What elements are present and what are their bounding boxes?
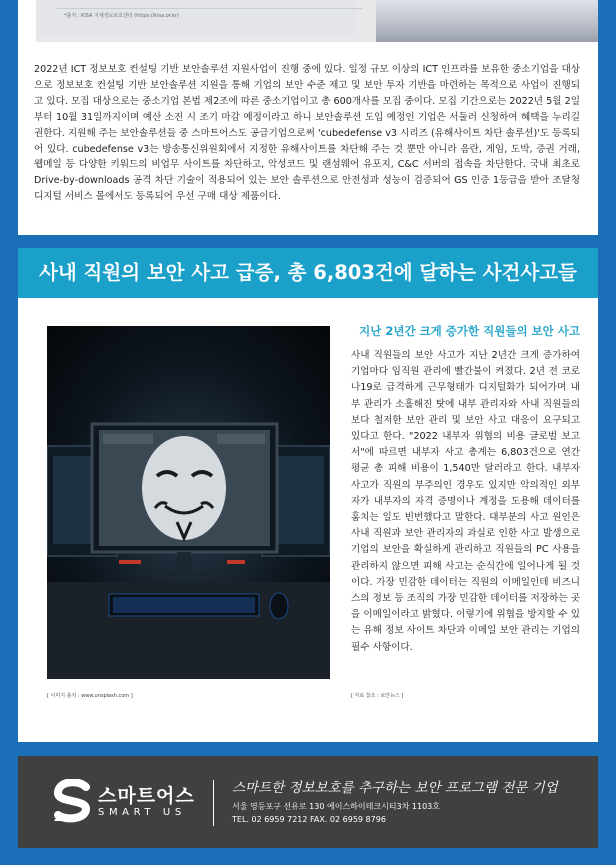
company-address: 서울 영등포구 선유로 130 에이스하이테크시티3차 1103호	[232, 802, 440, 811]
logo-english-text: SMART US	[98, 807, 186, 818]
article-body: 사내 직원들의 보안 사고가 지난 2년간 크게 증가하여 기업마다 임직원 관리에 빨간불이 켜졌다. 2년 전 코로나19로 급격하게 근무형태가 디지털화가 되어가며 내부 관리가 소홀해진 탓에 내부 관리자와 사내 직원들의 보다 철저한 보안 관리 및 보안 사고 대응이 요구되고 있다고 한다. "2022 내부자 위협의 비용 글로벌 보고서"에 따르면 내부자 사고 총계는 6,803건으로 연간 평균 총 피해 비용이 1,540만 달러라고 한다. 내부자 사고가 직원의 부주의인 경우도 있지만 악의적인 외부자가 내부자의 자격 증명이나 계정을 도용해 데이터를 훔치는 일도 빈번했다고 말한다. 대부분의 사고 원인은 사내 직원과 보안 관리자의 과실로 인한 사고 발생으로 기업의 보안을 확실하게 관리하고 직원들의 PC 사용을 관리하지 않으면 피해 사고는 순식간에 일어나게 될 것이다. 가장 민감한 데이터는 직원의 이메일인데 비즈니스의 정보 등 조직의 가장 민감한 데이터를 저장하는 곳을 이메일이라고 밝혔다. 이렇기에 위협을 방지할 수 있는 유해 정보 사이트 차단과 이메일 보안 관리는 기업의 필수 사항이다.	[351, 350, 580, 653]
hacker-illustration	[47, 326, 330, 679]
section-title-band	[18, 248, 598, 298]
company-logo	[52, 779, 202, 827]
stats-table-fragment	[40, 0, 356, 36]
logo-korean-text: 스마트어스	[98, 785, 195, 807]
section-title: 사내 직원의 보안 사고 급증, 총 6,803건에 달하는 사건사고들	[39, 261, 577, 284]
footer-divider	[213, 780, 214, 826]
company-contact: TEL. 02 6959 7212 FAX. 02 6959 8796	[232, 815, 386, 824]
company-tagline: 스마트한 정보보호를 추구하는 보안 프로그램 전문 기업	[232, 780, 558, 796]
article-source: [ 자료 참조 : 보안뉴스 ]	[351, 693, 404, 699]
image-caption: [ 이미지 출처 : www.unsplash.com ]	[47, 693, 133, 699]
smartus-s-logo-icon	[52, 779, 94, 823]
top-photo-fragment	[376, 0, 598, 42]
intro-paragraph: 2022년 ICT 정보보호 컨설팅 기반 보안솔루션 지원사업이 진행 중에 있다. 일정 규모 이상의 ICT 인프라를 보유한 중소기업을 대상으로 정보보호 컨설팅 기반 보안솔루션 지원을 통해 기업의 보안 수준 제고 및 보안 투자 기반을 마련하는 목적으로 사업이 진행되고 있다. 모집 대상으로는 중소기업 본법 제2조에 따른 중소기업이고 총 600개사를 모집 중이다. 모집 기간으로는 2022년 5월 2일부터 10월 31일까지이며 예산 소진 시 조기 마감 예정이라고 하니 보안솔루션 도입 예정인 기업은 서둘러 신청하여 혜택을 누리길 권한다. 지원해 주는 보안솔루션들 중 스마트어스도 공급기업으로써 'cubedefense v3 시리즈 (유해사이트 차단 솔루션)'도 등록되어 있다. cubedefense v3는 방송통신위원회에서 지정한 유해사이트를 차단해 주는 것 뿐만 아니라 음란, 게임, 도박, 증권 거래, 웹메일 등 다양한 키워드의 비업무 사이트를 차단하고, 악성코드 및 랜섬웨어 유포지, C&C 서버의 접속을 차단한다. 국내 최초로 Drive-by-downloads 공격 차단 기술이 적용되어 있는 보안 솔루션으로 안전성과 성능이 검증되어 GS 인증 1등급을 받아 조달청 디지털 서비스 몰에서도 등록되어 우선 구매 대상 제품이다.	[34, 64, 580, 203]
table-source-note: *출처 : KISA 지체정보보호센터 (https://kisa.or.kr)	[64, 13, 179, 19]
table-row	[56, 0, 362, 9]
hacker-monitor-photo	[47, 326, 330, 679]
article-subhead: 지난 2년간 크게 증가한 직원들의 보안 사고	[359, 324, 580, 338]
intro-card	[18, 0, 598, 235]
top-figure-strip	[36, 0, 576, 42]
article-card	[18, 298, 598, 742]
footer	[18, 756, 598, 848]
